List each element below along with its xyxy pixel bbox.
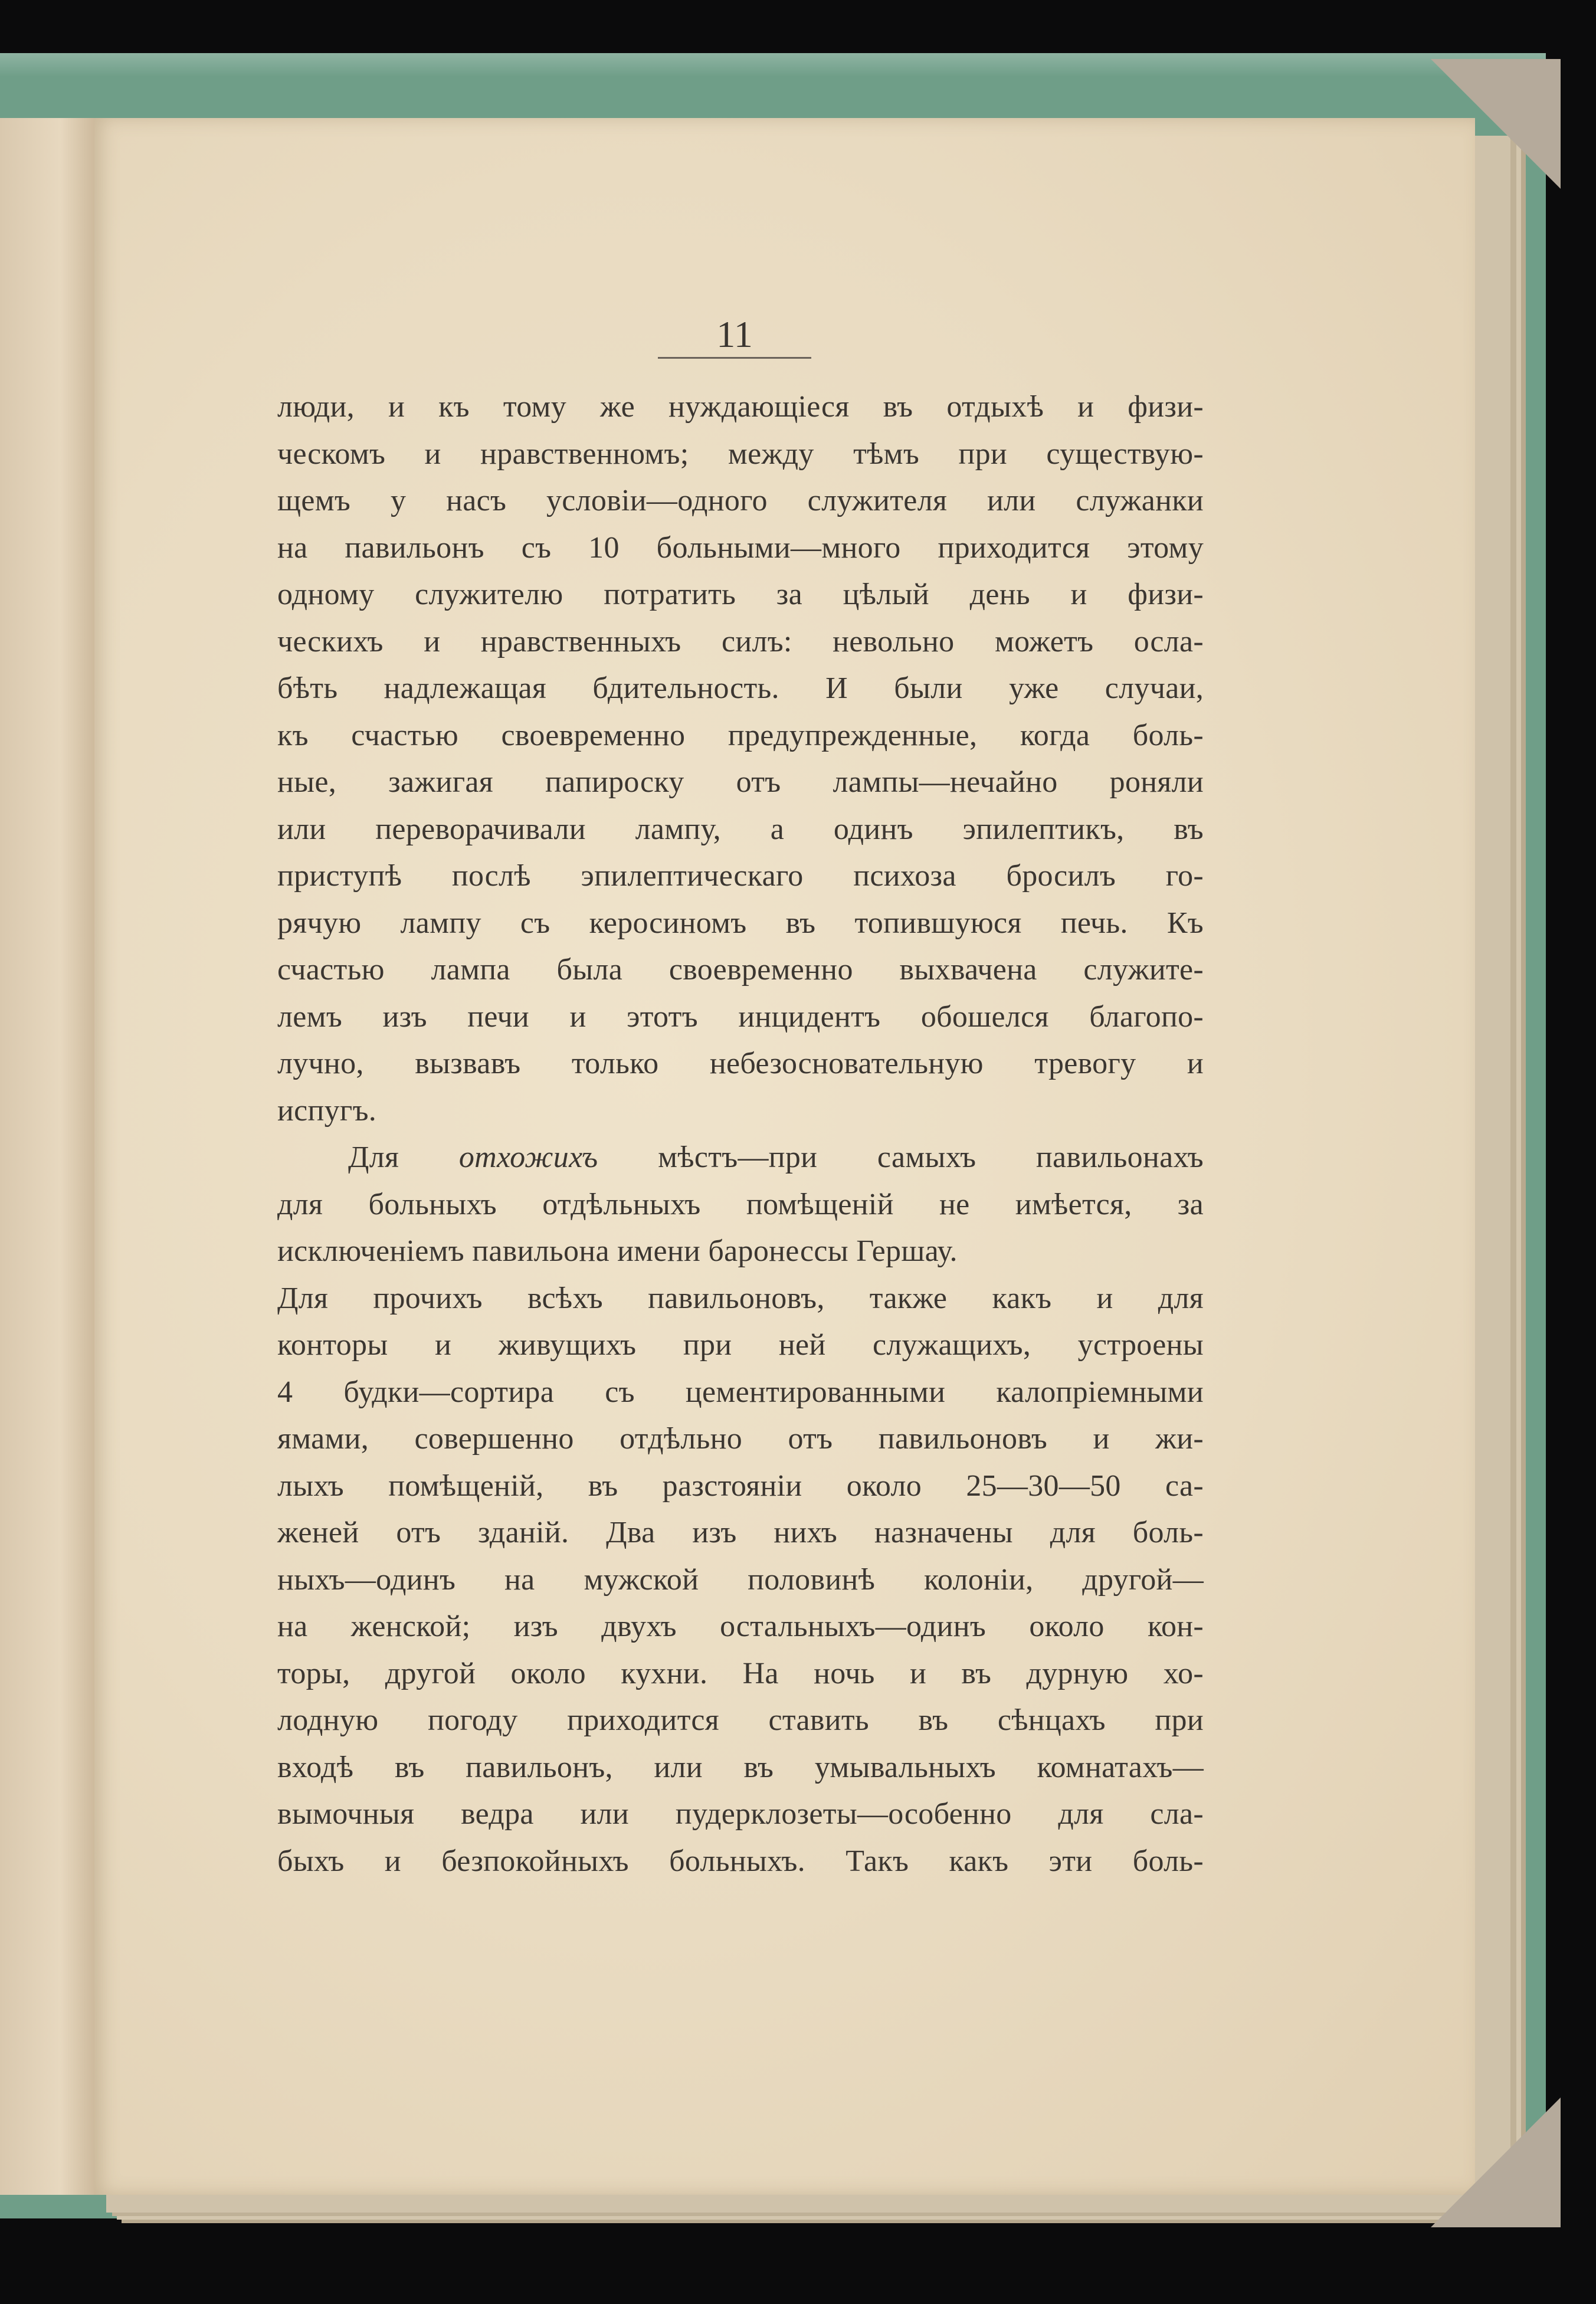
text-line: быхъ и безпокойныхъ больныхъ. Такъ какъ эти боль- (277, 1844, 1204, 1878)
text-line: на павильонъ съ 10 больными—много приходится этому (277, 530, 1204, 565)
text-line (277, 1134, 1204, 1181)
text-line: ныхъ—одинъ на мужской половинѣ колоніи, другой— (277, 1562, 1204, 1597)
text-line: лодную погоду приходится ставить въ сѣнцахъ при (277, 1703, 1204, 1737)
body-text (277, 384, 1204, 1885)
text-line: рячую лампу съ керосиномъ въ топившуюся печь. Къ (277, 906, 1204, 940)
text-line: къ счастью своевременно предупрежденные, когда боль- (277, 718, 1204, 752)
text-line: люди, и къ тому же нуждающіеся въ отдыхѣ и физи- (277, 390, 1204, 424)
text-line: одному служителю потратить за цѣлый день и физи- (277, 578, 1204, 611)
text-line: лыхъ помѣщеній, въ разстояніи около 25—30—50 са- (277, 1469, 1204, 1503)
text-line: на женской; изъ двухъ остальныхъ—одинъ около кон- (277, 1610, 1204, 1643)
paragraph (277, 384, 1204, 1134)
text-line: торы, другой около кухни. На ночь и въ дурную хо- (277, 1656, 1204, 1690)
text-line: женей отъ зданій. Два изъ нихъ назначены для боль- (277, 1516, 1204, 1549)
text-line: ные, зажигая папироску отъ лампы—нечайно роняли (277, 765, 1204, 799)
emphasized-word: отхожихъ (458, 1140, 598, 1174)
text-fragment: Для (348, 1140, 459, 1174)
page-number: 11 (716, 313, 753, 355)
text-line: лучно, вызвавъ только небезосновательную тревогу и (277, 1047, 1204, 1080)
text-line: вымочныя ведра или пудерклозеты—особенно для сла- (277, 1797, 1204, 1831)
text-line: 4 будки—сортира съ цементированными калопріемными (277, 1375, 1204, 1409)
text-line: ямами, совершенно отдѣльно отъ павильоновъ и жи- (277, 1422, 1204, 1456)
text-line: или переворачивали лампу, а одинъ эпилептикъ, въ (277, 812, 1204, 846)
text-fragment: мѣстъ—при самыхъ павильонахъ (598, 1140, 1204, 1174)
left-page-edge (0, 118, 104, 2195)
text-line: исключеніемъ павильона имени баронессы Гершау. (277, 1234, 958, 1268)
text-line: ческихъ и нравственныхъ силъ: невольно можетъ осла- (277, 624, 1204, 658)
text-line: лемъ изъ печи и этотъ инцидентъ обошелся благопо- (277, 999, 1204, 1034)
page-number-rule (658, 357, 811, 359)
text-line: счастью лампа была своевременно выхвачена служите- (277, 953, 1204, 987)
text-line: конторы и живущихъ при ней служащихъ, устроены (277, 1328, 1204, 1362)
cover-corner-top (1431, 59, 1561, 189)
text-line: щемъ у насъ условіи—одного служителя или служанки (277, 484, 1204, 517)
text-line: входѣ въ павильонъ, или въ умывальныхъ комнатахъ— (277, 1750, 1204, 1784)
cover-corner-bottom (1431, 2097, 1561, 2227)
text-line: Для прочихъ всѣхъ павильоновъ, также какъ и для (277, 1281, 1204, 1315)
paragraph (277, 1134, 1204, 1275)
text-line: для больныхъ отдѣльныхъ помѣщеній не имѣется, за (277, 1187, 1204, 1221)
paragraph (277, 1275, 1204, 1885)
text-line: испугъ. (277, 1093, 377, 1128)
text-line: ческомъ и нравственномъ; между тѣмъ при существую- (277, 437, 1204, 471)
text-line: приступѣ послѣ эпилептическаго психоза бросилъ го- (277, 859, 1204, 893)
text-line: бѣть надлежащая бдительность. И были уже случаи, (277, 671, 1204, 705)
